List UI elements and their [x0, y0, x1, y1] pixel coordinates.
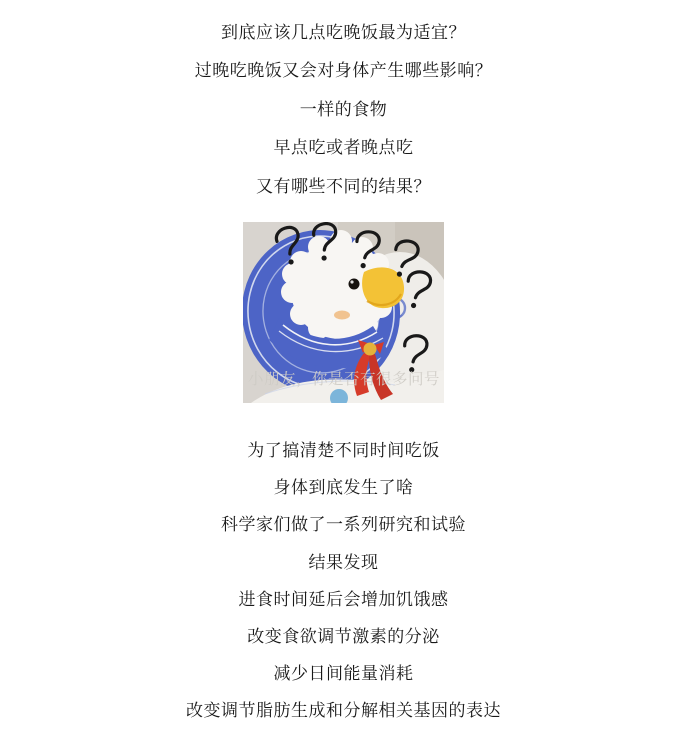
duck-eye [349, 279, 360, 290]
text-line-11: 改变食欲调节激素的分泌 [247, 627, 440, 647]
text-line-8: 科学家们做了一系列研究和试验 [221, 515, 466, 535]
text-line-13: 改变调节脂肪生成和分解相关基因的表达 [186, 701, 501, 721]
text-line-3: 一样的食物 [299, 99, 388, 119]
text-line-4: 早点吃或者晚点吃 [273, 138, 414, 158]
text-line-9: 结果发现 [308, 552, 379, 572]
text-line-7: 身体到底发生了啥 [273, 478, 414, 498]
text-line-5: 又有哪些不同的结果？ [256, 176, 431, 196]
text-line-6: 为了搞清楚不同时间吃饭 [247, 441, 440, 461]
intro-text-block [0, 14, 687, 206]
text-line-10: 进食时间延后会增加饥饿感 [238, 589, 449, 609]
duck-plush-image[interactable] [0, 222, 687, 403]
duck-plush-illustration [243, 222, 444, 403]
text-line-2: 过晚吃晚饭又会对身体产生哪些影响？ [194, 61, 493, 81]
text-line-12: 减少日间能量消耗 [273, 664, 414, 684]
image-caption-overlay: 小朋友，你是否有很多问号 [247, 371, 441, 389]
body-text-block [0, 432, 687, 730]
duck-cheek [334, 311, 350, 320]
text-line-1: 到底应该几点吃晚饭最为适宜？ [221, 23, 466, 42]
